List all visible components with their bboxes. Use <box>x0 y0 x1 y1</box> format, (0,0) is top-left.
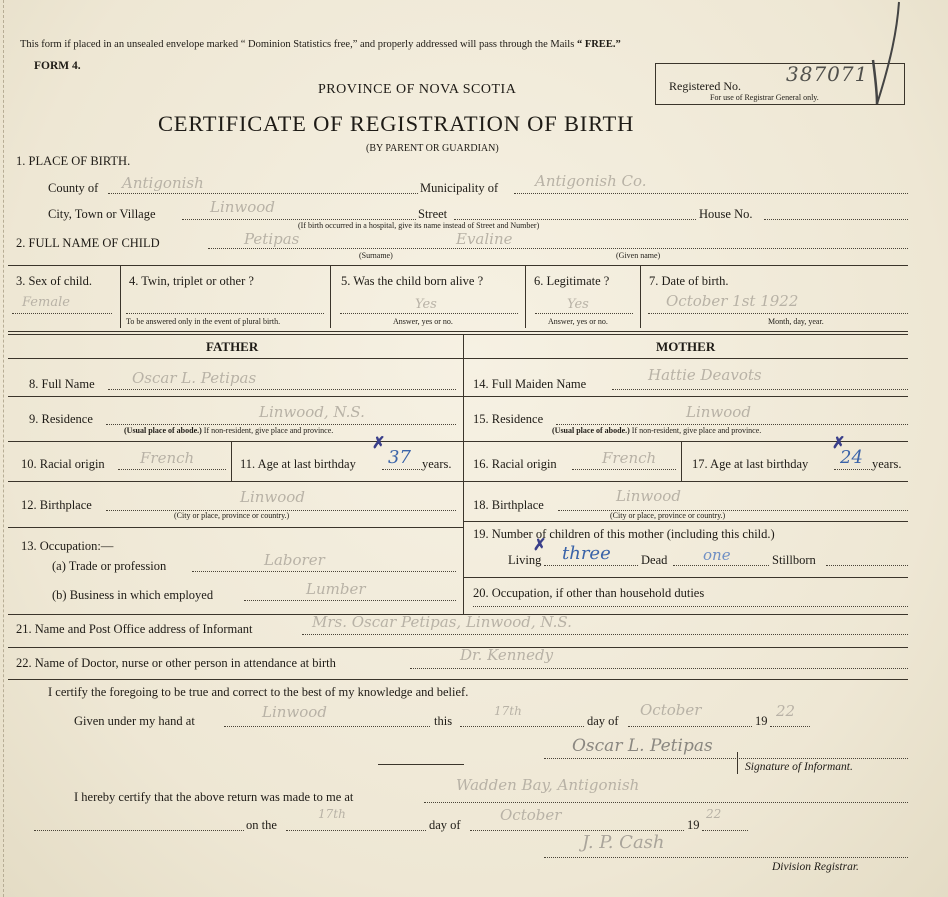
form-number: FORM 4. <box>34 60 81 72</box>
father-business-line <box>244 600 456 601</box>
father-residence-note: (Usual place of abode.) If non-resident, give place and province. <box>124 426 334 435</box>
twin-line <box>126 313 324 314</box>
hospital-note: (If birth occurred in a hospital, give its name instead of Street and Number) <box>298 221 540 230</box>
mother-age-tick: ✗ <box>832 435 846 452</box>
check-mark <box>871 0 901 110</box>
mother-name-label: 14. Full Maiden Name <box>473 377 587 391</box>
on-the-label: on the <box>246 818 277 832</box>
registrar-signature: J. P. Cash <box>582 832 665 853</box>
mother-occupation-line <box>473 606 908 607</box>
mother-children-label: 19. Number of children of this mother (including this child.) <box>473 527 775 541</box>
child-surname-value: Petipas <box>244 230 300 248</box>
mother-birthplace-value: Linwood <box>616 487 681 505</box>
legitimate-value: Yes <box>567 297 589 312</box>
signature-bracket <box>737 752 738 774</box>
row3-divider <box>330 265 331 328</box>
registrar-statement: I hereby certify that the above return was made to me at <box>74 790 354 804</box>
father-business-label: (b) Business in which employed <box>52 588 214 602</box>
surname-note: (Surname) <box>359 251 393 260</box>
registrar-day-of-label: day of <box>429 818 461 832</box>
father-residence-line <box>106 424 456 425</box>
child-given-value: Evaline <box>456 230 513 248</box>
top-notice: This form if placed in an unsealed envelope marked “ Dominion Statistics free,” and properly addressed will pass through the Mails “ FREE.” <box>20 39 621 50</box>
mother-residence-label: 15. Residence <box>473 412 544 426</box>
mother-birthplace-note: (City or place, province or country.) <box>610 511 726 520</box>
row3-divider <box>640 265 641 328</box>
father-name-value: Oscar L. Petipas <box>132 369 257 387</box>
legitimate-line <box>535 313 633 314</box>
father-heading: FATHER <box>206 339 259 354</box>
house-line <box>764 219 908 220</box>
mother-rule <box>463 577 908 578</box>
county-label: County of <box>48 181 99 195</box>
row3-divider <box>120 265 121 328</box>
father-rule <box>8 396 463 397</box>
street-label: Street <box>418 207 448 221</box>
parents-top-rule <box>8 331 908 332</box>
place-of-birth-heading: 1. PLACE OF BIRTH. <box>16 154 131 168</box>
dead-label: Dead <box>641 553 668 567</box>
sex-line <box>12 313 112 314</box>
this-line <box>460 726 584 727</box>
dob-note: Month, day, year. <box>768 317 824 326</box>
father-age-line <box>382 469 422 470</box>
father-birthplace-value: Linwood <box>240 488 305 506</box>
dead-value: one <box>703 546 731 564</box>
mother-heading: MOTHER <box>656 339 716 354</box>
stillborn-label: Stillborn <box>772 553 816 567</box>
child-name-label: 2. FULL NAME OF CHILD <box>16 236 160 250</box>
registrar-year-line <box>702 830 748 831</box>
parents-heading-rule <box>8 358 908 359</box>
doctor-label: 22. Name of Doctor, nurse or other person in attendance at birth <box>16 656 336 670</box>
pencil-check-icon <box>871 0 901 110</box>
legitimate-note: Answer, yes or no. <box>548 317 608 326</box>
mother-age-value: 24 <box>840 447 863 468</box>
father-age-divider <box>231 441 232 481</box>
stillborn-line <box>826 565 908 566</box>
child-name-line <box>208 248 908 249</box>
registrar-day-of-value: October <box>500 806 562 824</box>
county-value: Antigonish <box>122 174 204 192</box>
twin-note: To be answered only in the event of plural birth. <box>126 317 281 326</box>
informant-rule <box>8 647 908 648</box>
mother-birthplace-label: 18. Birthplace <box>473 498 544 512</box>
dead-line <box>673 565 769 566</box>
mother-racial-value: French <box>602 449 657 467</box>
dob-value: October 1st 1922 <box>666 292 799 310</box>
sex-label: 3. Sex of child. <box>16 274 93 288</box>
short-rule <box>378 764 464 765</box>
registrar-signature-line <box>544 857 908 858</box>
day-of-line <box>628 726 752 727</box>
alive-line <box>340 313 518 314</box>
registrar-place-line <box>424 802 908 803</box>
living-label: Living <box>508 553 542 567</box>
living-line <box>544 565 638 566</box>
on-the-value: 17th <box>318 807 346 821</box>
municipality-label: Municipality of <box>420 181 499 195</box>
row3-top-rule <box>8 265 908 266</box>
day-of-value: October <box>640 701 702 719</box>
mother-name-line <box>612 389 908 390</box>
father-name-label: 8. Full Name <box>29 377 95 391</box>
father-residence-value: Linwood, N.S. <box>259 403 365 421</box>
informant-value: Mrs. Oscar Petipas, Linwood, N.S. <box>312 613 572 631</box>
municipality-line <box>514 193 908 194</box>
father-birthplace-note: (City or place, province or country.) <box>174 511 290 520</box>
registrar-year-value: 22 <box>706 807 722 821</box>
twin-label: 4. Twin, triplet or other ? <box>129 274 254 288</box>
living-tick: ✗ <box>533 537 547 554</box>
mother-rule <box>463 396 908 397</box>
informant-label: 21. Name and Post Office address of Informant <box>16 622 253 636</box>
mother-rule <box>463 481 908 482</box>
page-fold-edge <box>3 0 4 897</box>
year-value: 22 <box>776 702 796 720</box>
given-place-value: Linwood <box>262 703 327 721</box>
father-trade-label: (a) Trade or profession <box>52 559 167 573</box>
father-racial-value: French <box>140 449 195 467</box>
father-age-label: 11. Age at last birthday <box>240 457 356 471</box>
legitimate-label: 6. Legitimate ? <box>534 274 610 288</box>
doctor-line <box>410 668 908 669</box>
house-label: House No. <box>699 207 753 221</box>
father-name-line <box>108 389 456 390</box>
mother-racial-label: 16. Racial origin <box>473 457 557 471</box>
mother-rule <box>463 521 908 522</box>
registrar-year-prefix: 19 <box>687 818 700 832</box>
certificate-title: CERTIFICATE OF REGISTRATION OF BIRTH <box>158 111 635 136</box>
city-line <box>182 219 416 220</box>
registrar-place-value: Wadden Bay, Antigonish <box>456 776 640 794</box>
year-prefix: 19 <box>755 714 768 728</box>
father-business-value: Lumber <box>306 580 366 598</box>
county-line <box>108 193 418 194</box>
father-residence-label: 9. Residence <box>29 412 93 426</box>
father-rule <box>8 481 463 482</box>
day-of-label: day of <box>587 714 619 728</box>
father-age-tick: ✗ <box>372 435 386 452</box>
father-age-unit: years. <box>422 457 452 471</box>
mother-racial-line <box>572 469 676 470</box>
street-line <box>454 219 696 220</box>
registered-number: 387071 <box>786 62 869 86</box>
mother-residence-note: (Usual place of abode.) If non-resident, give place and province. <box>552 426 762 435</box>
division-registrar-label: Division Registrar. <box>772 861 859 873</box>
father-trade-line <box>192 571 456 572</box>
signature-of-informant-label: Signature of Informant. <box>745 761 853 773</box>
dob-label: 7. Date of birth. <box>649 274 729 288</box>
registrar-lead-line <box>34 830 244 831</box>
municipality-value: Antigonish Co. <box>535 172 647 190</box>
certificate-subtitle: (BY PARENT OR GUARDIAN) <box>366 143 499 154</box>
informant-line <box>302 634 908 635</box>
city-label: City, Town or Village <box>48 207 156 221</box>
mother-occupation-label: 20. Occupation, if other than household duties <box>473 586 705 600</box>
on-the-line <box>286 830 426 831</box>
doctor-value: Dr. Kennedy <box>460 646 554 664</box>
certify-statement: I certify the foregoing to be true and correct to the best of my knowledge and belief. <box>48 685 469 699</box>
signature-line <box>544 758 908 759</box>
parents-center-divider <box>463 334 464 615</box>
registered-box <box>655 63 905 105</box>
registrar-day-of-line <box>470 830 684 831</box>
father-rule <box>8 527 463 528</box>
mother-residence-line <box>556 424 908 425</box>
father-occupation-label: 13. Occupation:— <box>21 539 114 553</box>
free-notice: “ FREE.” <box>576 39 621 50</box>
dob-line <box>648 313 908 314</box>
this-label: this <box>434 714 453 728</box>
row3-divider <box>525 265 526 328</box>
father-racial-line <box>118 469 226 470</box>
father-racial-label: 10. Racial origin <box>21 457 105 471</box>
given-name-note: (Given name) <box>616 251 661 260</box>
informant-signature: Oscar L. Petipas <box>572 736 713 756</box>
given-under-label: Given under my hand at <box>74 714 195 728</box>
registered-label: Registered No. <box>669 79 741 93</box>
doctor-rule <box>8 679 908 680</box>
mother-residence-value: Linwood <box>686 403 751 421</box>
mother-age-line <box>834 469 872 470</box>
year-line <box>770 726 810 727</box>
parents-top-rule-2 <box>8 334 908 335</box>
alive-value: Yes <box>415 297 437 312</box>
mother-age-divider <box>681 441 682 481</box>
father-rule <box>8 441 463 442</box>
living-value: three <box>562 543 611 564</box>
alive-note: Answer, yes or no. <box>393 317 453 326</box>
sex-value: Female <box>22 295 70 310</box>
alive-label: 5. Was the child born alive ? <box>341 274 484 288</box>
father-trade-value: Laborer <box>264 551 325 569</box>
mother-age-label: 17. Age at last birthday <box>692 457 809 471</box>
given-place-line <box>224 726 430 727</box>
province-heading: PROVINCE OF NOVA SCOTIA <box>318 82 517 97</box>
father-age-value: 37 <box>388 447 411 468</box>
city-value: Linwood <box>210 198 275 216</box>
mother-name-value: Hattie Deavots <box>648 366 762 384</box>
mother-age-unit: years. <box>872 457 902 471</box>
this-value: 17th <box>494 704 522 718</box>
father-birthplace-label: 12. Birthplace <box>21 498 92 512</box>
registrar-general-note: For use of Registrar General only. <box>710 93 819 102</box>
